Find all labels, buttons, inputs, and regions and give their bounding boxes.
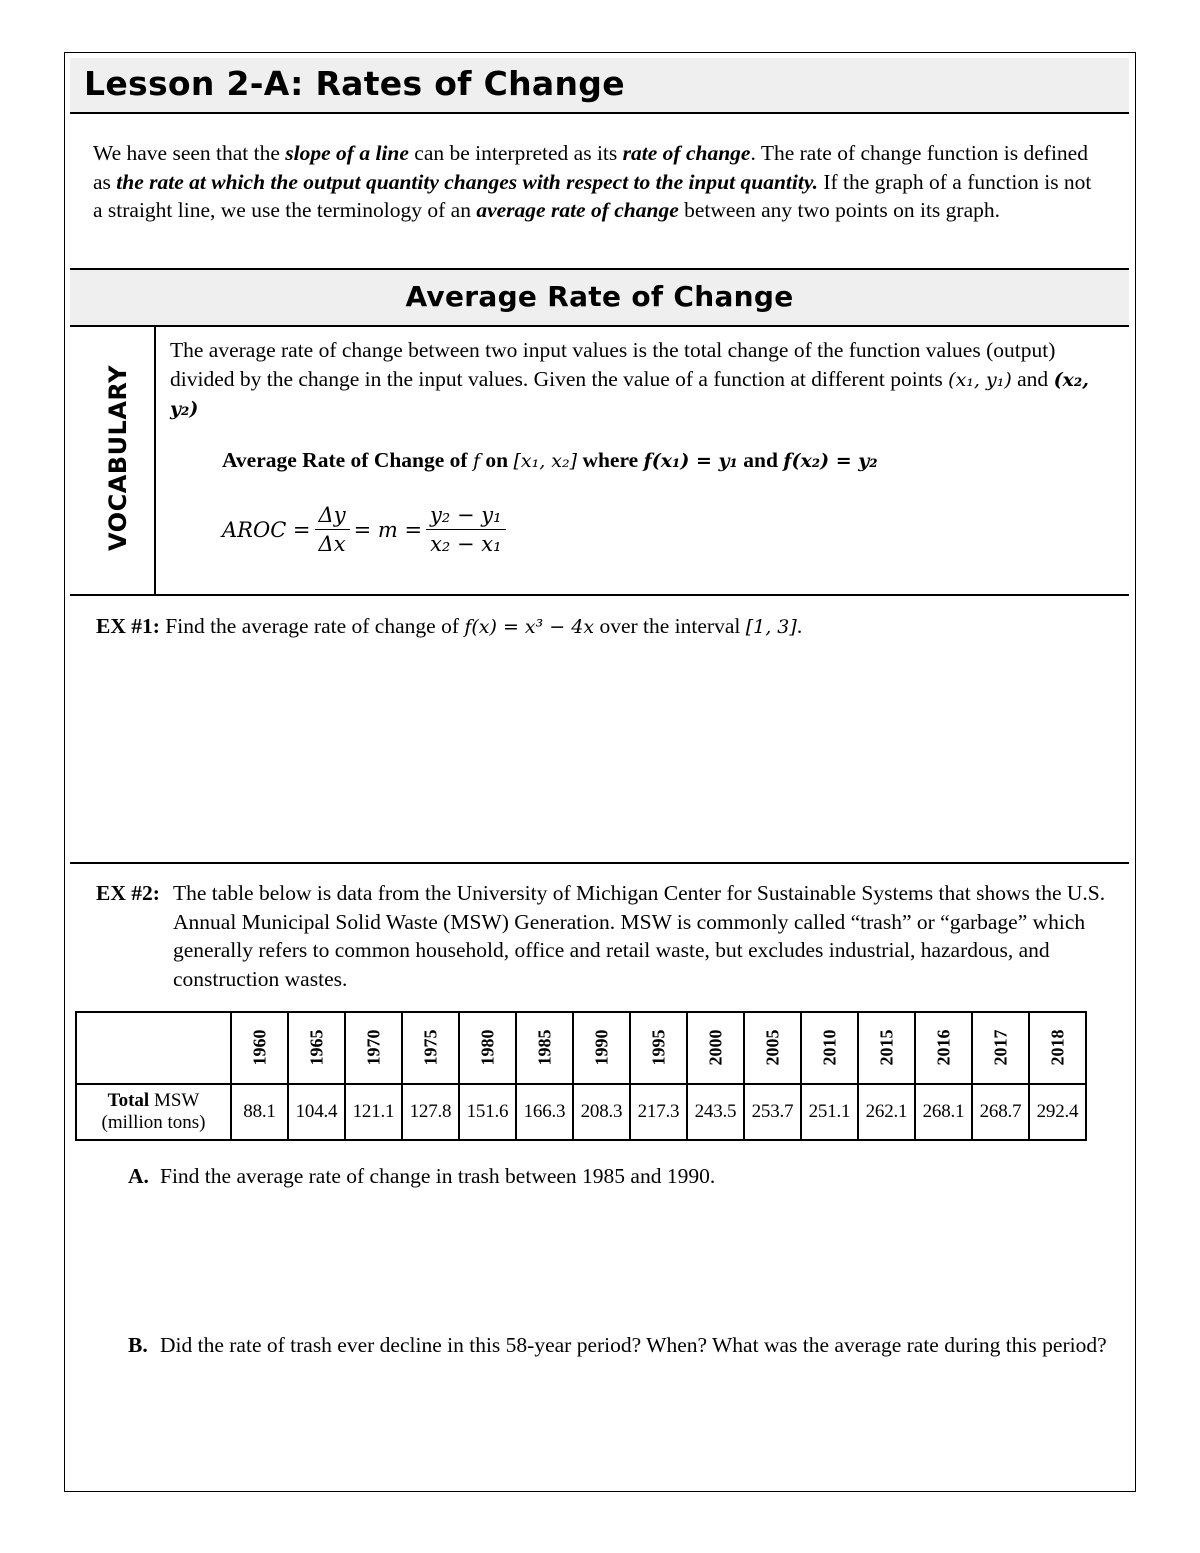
example-1-text: Find the average rate of change of xyxy=(159,614,465,638)
intro-emphasis: the rate at which the output quantity changes with respect to the input quantity. xyxy=(116,169,818,194)
msw-value-cell: 127.8 xyxy=(402,1084,459,1140)
row-label-bold: Total xyxy=(107,1090,150,1111)
intro-paragraph xyxy=(93,139,1103,225)
msw-value-cell: 121.1 xyxy=(345,1084,402,1140)
intro-emphasis: slope of a line xyxy=(285,141,409,165)
intro-text: between any two points on its graph. xyxy=(678,198,1001,222)
section-header xyxy=(70,268,1129,327)
example-1-interval: [1, 3] xyxy=(745,616,797,638)
point-1: (x₁, y₁) xyxy=(948,368,1012,391)
formula-lead: Average Rate of Change of xyxy=(222,448,473,472)
msw-value-cell: 104.4 xyxy=(288,1084,345,1140)
year-label: 2000 xyxy=(705,1029,725,1066)
year-label: 2005 xyxy=(762,1029,782,1066)
year-header xyxy=(972,1012,1029,1084)
year-header xyxy=(231,1012,288,1084)
delta-x: Δx xyxy=(318,532,346,556)
year-header xyxy=(801,1012,858,1084)
example-1-text: over the interval xyxy=(594,614,746,638)
intro-emphasis: rate of change xyxy=(622,141,751,165)
msw-value-cell: 268.7 xyxy=(972,1084,1029,1140)
slope-fraction xyxy=(426,503,506,556)
msw-value-cell: 262.1 xyxy=(858,1084,915,1140)
formula-interval: [x₁, x₂] xyxy=(513,450,578,472)
row-label-cell xyxy=(76,1084,231,1140)
row-label-text: MSW xyxy=(149,1090,200,1111)
definition-text: The average rate of change between two input values is the total change of the function values (output) divided by the change in the input values. Given the value of a function at different points xyxy=(170,338,1056,391)
year-label: 1990 xyxy=(591,1029,611,1066)
year-header xyxy=(573,1012,630,1084)
vocab-label: VOCABULARY xyxy=(104,365,132,551)
intro-emphasis: average rate of change xyxy=(476,198,679,222)
year-label: 2018 xyxy=(1047,1029,1067,1066)
year-label: 1975 xyxy=(420,1029,440,1066)
formula-condition-2: f(x₂) = y₂ xyxy=(783,450,878,472)
year-header xyxy=(402,1012,459,1084)
definition-and: and xyxy=(1011,366,1054,391)
table-header-row xyxy=(76,1012,1086,1084)
year-header xyxy=(744,1012,801,1084)
example-2-label: EX #2: xyxy=(96,881,160,905)
msw-value-cell: 243.5 xyxy=(687,1084,744,1140)
formula-where: where xyxy=(577,448,644,472)
question-b-text: Did the rate of trash ever decline in this 58-year period? When? What was the average rate during this period? xyxy=(160,1333,1107,1357)
intro-text: If the graph of a function is not a straight line, we use the terminology of an xyxy=(93,169,1092,222)
delta-y: Δy xyxy=(315,503,350,530)
section-title: Average Rate of Change xyxy=(405,280,794,313)
intro-text: We have seen that the xyxy=(93,141,286,165)
question-b xyxy=(128,1331,1108,1360)
year-label: 1985 xyxy=(534,1029,554,1066)
year-label: 2016 xyxy=(933,1029,953,1066)
formula-and: and xyxy=(737,448,784,472)
msw-value-cell: 88.1 xyxy=(231,1084,288,1140)
year-label: 1970 xyxy=(363,1029,383,1066)
year-label: 1960 xyxy=(249,1029,269,1066)
example-2-text: The table below is data from the University of Michigan Center for Sustainable Systems that shows the U.S. Annual Municipal Solid Waste (MSW) Generation. MSW is commonly called “trash” or “garbage” which generally refers to common household, office and retail waste, but excludes industrial, hazardous, and construction wastes. xyxy=(173,881,1106,991)
equals-m: = m = xyxy=(353,517,423,542)
aroc-lhs: AROC = xyxy=(222,517,311,542)
formula-f: f xyxy=(472,450,481,472)
formula-on: on xyxy=(480,448,514,472)
point-2: (x₂, y₂) xyxy=(170,368,1089,420)
delta-fraction xyxy=(315,503,350,556)
year-header xyxy=(630,1012,687,1084)
year-header xyxy=(915,1012,972,1084)
msw-value-cell: 253.7 xyxy=(744,1084,801,1140)
slope-numerator: y₂ − y₁ xyxy=(426,503,506,530)
year-label: 2010 xyxy=(819,1029,839,1066)
year-header xyxy=(459,1012,516,1084)
year-header xyxy=(687,1012,744,1084)
table-corner-cell xyxy=(76,1012,231,1084)
year-header xyxy=(1029,1012,1086,1084)
example-2 xyxy=(96,879,1116,991)
question-b-letter: B. xyxy=(128,1333,148,1357)
msw-value-cell: 292.4 xyxy=(1029,1084,1086,1140)
year-label: 1965 xyxy=(306,1029,326,1066)
table-row xyxy=(76,1084,1086,1140)
year-header xyxy=(288,1012,345,1084)
title-bar xyxy=(70,58,1129,114)
year-label: 2017 xyxy=(990,1029,1010,1066)
msw-value-cell: 217.3 xyxy=(630,1084,687,1140)
intro-text: . The rate of change function is defined as xyxy=(93,141,1088,194)
example-1 xyxy=(96,612,1116,642)
page-title: Lesson 2-A: Rates of Change xyxy=(84,64,625,103)
example-1-function: f(x) = x³ − 4x xyxy=(464,616,595,638)
question-a-letter: A. xyxy=(128,1164,149,1188)
vocab-definition xyxy=(170,336,1120,424)
slope-denominator: x₂ − x₁ xyxy=(430,532,502,556)
msw-value-cell: 251.1 xyxy=(801,1084,858,1140)
year-label: 1980 xyxy=(477,1029,497,1066)
formula-condition-1: f(x₁) = y₁ xyxy=(643,450,738,472)
question-a xyxy=(128,1162,1108,1191)
vocab-divider xyxy=(154,327,156,595)
msw-value-cell: 151.6 xyxy=(459,1084,516,1140)
msw-value-cell: 166.3 xyxy=(516,1084,573,1140)
example-1-end: . xyxy=(796,614,803,638)
year-header xyxy=(858,1012,915,1084)
msw-value-cell: 268.1 xyxy=(915,1084,972,1140)
msw-value-cell: 208.3 xyxy=(573,1084,630,1140)
divider-vocab-bottom xyxy=(70,594,1129,596)
intro-text: can be interpreted as its xyxy=(408,141,623,165)
year-label: 2015 xyxy=(876,1029,896,1066)
divider-ex1-bottom xyxy=(70,862,1129,864)
question-a-text: Find the average rate of change in trash between 1985 and 1990. xyxy=(160,1164,716,1188)
year-label: 1995 xyxy=(648,1029,668,1066)
year-header xyxy=(345,1012,402,1084)
row-label-units: (million tons) xyxy=(101,1112,206,1133)
example-1-label: EX #1: xyxy=(96,614,160,638)
year-header xyxy=(516,1012,573,1084)
aroc-condition xyxy=(222,448,878,473)
aroc-formula xyxy=(222,503,510,556)
msw-table xyxy=(75,1011,1087,1141)
